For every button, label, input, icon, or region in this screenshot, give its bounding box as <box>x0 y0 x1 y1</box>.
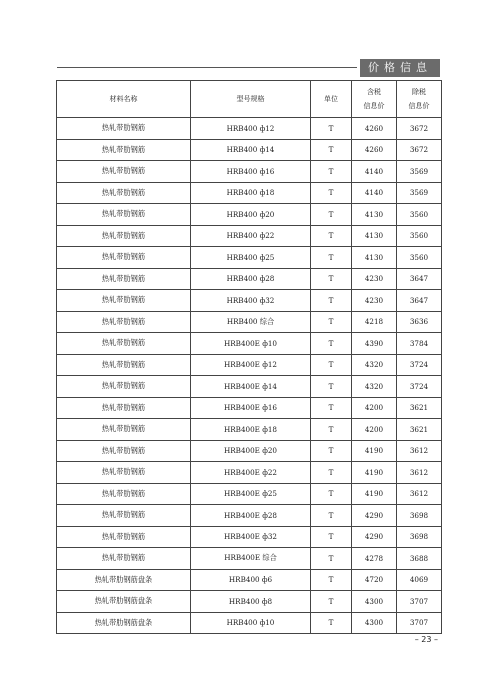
cell-spec: HRB400E ф14 <box>191 376 311 398</box>
tax-inclusive-line2: 信息价 <box>363 102 385 110</box>
cell-unit: T <box>311 139 352 161</box>
cell-unit: T <box>311 376 352 398</box>
cell-unit: T <box>311 247 352 269</box>
cell-price-tax-inclusive: 4200 <box>352 397 397 419</box>
cell-price-tax-exclusive: 3569 <box>397 182 442 204</box>
cell-unit: T <box>311 569 352 591</box>
cell-unit: T <box>311 333 352 355</box>
column-header-name: 材料名称 <box>57 81 191 118</box>
cell-spec: HRB400 综合 <box>191 311 311 333</box>
cell-material-name: 热轧带肋钢筋 <box>57 548 191 570</box>
cell-unit: T <box>311 505 352 527</box>
cell-material-name: 热轧带肋钢筋 <box>57 225 191 247</box>
cell-price-tax-inclusive: 4130 <box>352 225 397 247</box>
cell-material-name: 热轧带肋钢筋 <box>57 333 191 355</box>
cell-price-tax-exclusive: 3784 <box>397 333 442 355</box>
cell-price-tax-exclusive: 3724 <box>397 376 442 398</box>
cell-material-name: 热轧带肋钢筋盘条 <box>57 569 191 591</box>
table-body <box>57 118 442 634</box>
cell-material-name: 热轧带肋钢筋 <box>57 376 191 398</box>
cell-spec: HRB400 ф12 <box>191 118 311 140</box>
table-row <box>57 311 442 333</box>
cell-price-tax-exclusive: 3560 <box>397 204 442 226</box>
cell-spec: HRB400 ф16 <box>191 161 311 183</box>
column-header-tax-exclusive <box>397 81 442 118</box>
cell-material-name: 热轧带肋钢筋 <box>57 204 191 226</box>
cell-price-tax-inclusive: 4190 <box>352 462 397 484</box>
cell-material-name: 热轧带肋钢筋 <box>57 419 191 441</box>
cell-price-tax-exclusive: 3612 <box>397 483 442 505</box>
cell-price-tax-exclusive: 3569 <box>397 161 442 183</box>
table-header-row <box>57 81 442 118</box>
cell-price-tax-inclusive: 4260 <box>352 118 397 140</box>
cell-unit: T <box>311 462 352 484</box>
cell-spec: HRB400 ф6 <box>191 569 311 591</box>
cell-unit: T <box>311 204 352 226</box>
cell-spec: HRB400E ф32 <box>191 526 311 548</box>
cell-price-tax-inclusive: 4300 <box>352 591 397 613</box>
cell-spec: HRB400E ф16 <box>191 397 311 419</box>
cell-material-name: 热轧带肋钢筋 <box>57 483 191 505</box>
table-row <box>57 290 442 312</box>
cell-price-tax-exclusive: 3672 <box>397 139 442 161</box>
cell-price-tax-inclusive: 4290 <box>352 526 397 548</box>
table-row <box>57 139 442 161</box>
cell-unit: T <box>311 419 352 441</box>
cell-unit: T <box>311 526 352 548</box>
page-number: – 23 – <box>414 635 438 644</box>
cell-price-tax-exclusive: 3612 <box>397 440 442 462</box>
table-row <box>57 225 442 247</box>
cell-price-tax-inclusive: 4390 <box>352 333 397 355</box>
cell-material-name: 热轧带肋钢筋 <box>57 526 191 548</box>
cell-unit: T <box>311 118 352 140</box>
column-header-unit: 单位 <box>311 81 352 118</box>
cell-price-tax-inclusive: 4720 <box>352 569 397 591</box>
cell-material-name: 热轧带肋钢筋盘条 <box>57 612 191 634</box>
cell-price-tax-inclusive: 4320 <box>352 376 397 398</box>
cell-price-tax-inclusive: 4130 <box>352 204 397 226</box>
section-badge: 价格信息 <box>360 59 440 77</box>
table-row <box>57 161 442 183</box>
column-header-tax-inclusive <box>352 81 397 118</box>
table-row <box>57 182 442 204</box>
header-rule <box>57 67 357 68</box>
cell-price-tax-exclusive: 3636 <box>397 311 442 333</box>
cell-price-tax-exclusive: 3707 <box>397 612 442 634</box>
table-row <box>57 505 442 527</box>
cell-spec: HRB400E ф22 <box>191 462 311 484</box>
cell-spec: HRB400 ф10 <box>191 612 311 634</box>
cell-material-name: 热轧带肋钢筋 <box>57 290 191 312</box>
cell-spec: HRB400E ф18 <box>191 419 311 441</box>
cell-spec: HRB400E ф25 <box>191 483 311 505</box>
cell-price-tax-inclusive: 4130 <box>352 247 397 269</box>
cell-price-tax-inclusive: 4260 <box>352 139 397 161</box>
cell-unit: T <box>311 225 352 247</box>
cell-price-tax-exclusive: 3707 <box>397 591 442 613</box>
table-row <box>57 526 442 548</box>
cell-material-name: 热轧带肋钢筋 <box>57 118 191 140</box>
cell-unit: T <box>311 290 352 312</box>
cell-price-tax-inclusive: 4278 <box>352 548 397 570</box>
cell-unit: T <box>311 161 352 183</box>
cell-unit: T <box>311 440 352 462</box>
tax-exclusive-line2: 信息价 <box>408 102 430 110</box>
column-header-spec: 型号规格 <box>191 81 311 118</box>
table-row <box>57 483 442 505</box>
cell-unit: T <box>311 612 352 634</box>
table-row <box>57 247 442 269</box>
cell-price-tax-inclusive: 4230 <box>352 268 397 290</box>
tax-inclusive-line1: 含税 <box>367 88 381 96</box>
cell-spec: HRB400 ф20 <box>191 204 311 226</box>
cell-price-tax-exclusive: 4069 <box>397 569 442 591</box>
cell-price-tax-exclusive: 3688 <box>397 548 442 570</box>
cell-price-tax-exclusive: 3724 <box>397 354 442 376</box>
cell-price-tax-inclusive: 4230 <box>352 290 397 312</box>
cell-price-tax-exclusive: 3647 <box>397 290 442 312</box>
table-row <box>57 591 442 613</box>
cell-spec: HRB400E 综合 <box>191 548 311 570</box>
cell-material-name: 热轧带肋钢筋 <box>57 440 191 462</box>
cell-spec: HRB400E ф28 <box>191 505 311 527</box>
table-row <box>57 333 442 355</box>
cell-price-tax-inclusive: 4320 <box>352 354 397 376</box>
table-row <box>57 268 442 290</box>
table-row <box>57 376 442 398</box>
table-row <box>57 354 442 376</box>
cell-unit: T <box>311 548 352 570</box>
cell-price-tax-inclusive: 4218 <box>352 311 397 333</box>
cell-price-tax-exclusive: 3560 <box>397 247 442 269</box>
table-row <box>57 569 442 591</box>
table-row <box>57 612 442 634</box>
cell-material-name: 热轧带肋钢筋 <box>57 139 191 161</box>
cell-price-tax-inclusive: 4200 <box>352 419 397 441</box>
cell-unit: T <box>311 354 352 376</box>
cell-material-name: 热轧带肋钢筋 <box>57 505 191 527</box>
table-row <box>57 462 442 484</box>
cell-price-tax-exclusive: 3621 <box>397 397 442 419</box>
cell-spec: HRB400E ф12 <box>191 354 311 376</box>
table-row <box>57 548 442 570</box>
cell-price-tax-exclusive: 3698 <box>397 526 442 548</box>
cell-unit: T <box>311 397 352 419</box>
cell-material-name: 热轧带肋钢筋 <box>57 354 191 376</box>
cell-material-name: 热轧带肋钢筋 <box>57 397 191 419</box>
cell-spec: HRB400 ф22 <box>191 225 311 247</box>
cell-price-tax-inclusive: 4190 <box>352 440 397 462</box>
cell-price-tax-exclusive: 3698 <box>397 505 442 527</box>
cell-material-name: 热轧带肋钢筋 <box>57 247 191 269</box>
cell-price-tax-exclusive: 3647 <box>397 268 442 290</box>
cell-price-tax-inclusive: 4190 <box>352 483 397 505</box>
cell-spec: HRB400E ф20 <box>191 440 311 462</box>
cell-price-tax-exclusive: 3621 <box>397 419 442 441</box>
cell-material-name: 热轧带肋钢筋 <box>57 268 191 290</box>
cell-price-tax-exclusive: 3560 <box>397 225 442 247</box>
cell-spec: HRB400 ф18 <box>191 182 311 204</box>
cell-spec: HRB400E ф10 <box>191 333 311 355</box>
cell-unit: T <box>311 182 352 204</box>
cell-spec: HRB400 ф28 <box>191 268 311 290</box>
table-row <box>57 118 442 140</box>
cell-price-tax-inclusive: 4300 <box>352 612 397 634</box>
cell-material-name: 热轧带肋钢筋 <box>57 311 191 333</box>
table-row <box>57 419 442 441</box>
table-row <box>57 440 442 462</box>
cell-spec: HRB400 ф25 <box>191 247 311 269</box>
cell-material-name: 热轧带肋钢筋 <box>57 161 191 183</box>
cell-price-tax-inclusive: 4140 <box>352 182 397 204</box>
cell-unit: T <box>311 591 352 613</box>
price-table <box>56 80 442 634</box>
cell-unit: T <box>311 268 352 290</box>
cell-unit: T <box>311 311 352 333</box>
table-row <box>57 204 442 226</box>
table-row <box>57 397 442 419</box>
cell-material-name: 热轧带肋钢筋 <box>57 182 191 204</box>
cell-unit: T <box>311 483 352 505</box>
cell-spec: HRB400 ф8 <box>191 591 311 613</box>
cell-spec: HRB400 ф32 <box>191 290 311 312</box>
cell-spec: HRB400 ф14 <box>191 139 311 161</box>
cell-price-tax-inclusive: 4290 <box>352 505 397 527</box>
cell-price-tax-inclusive: 4140 <box>352 161 397 183</box>
cell-material-name: 热轧带肋钢筋 <box>57 462 191 484</box>
tax-exclusive-line1: 除税 <box>412 88 426 96</box>
cell-price-tax-exclusive: 3612 <box>397 462 442 484</box>
cell-material-name: 热轧带肋钢筋盘条 <box>57 591 191 613</box>
cell-price-tax-exclusive: 3672 <box>397 118 442 140</box>
